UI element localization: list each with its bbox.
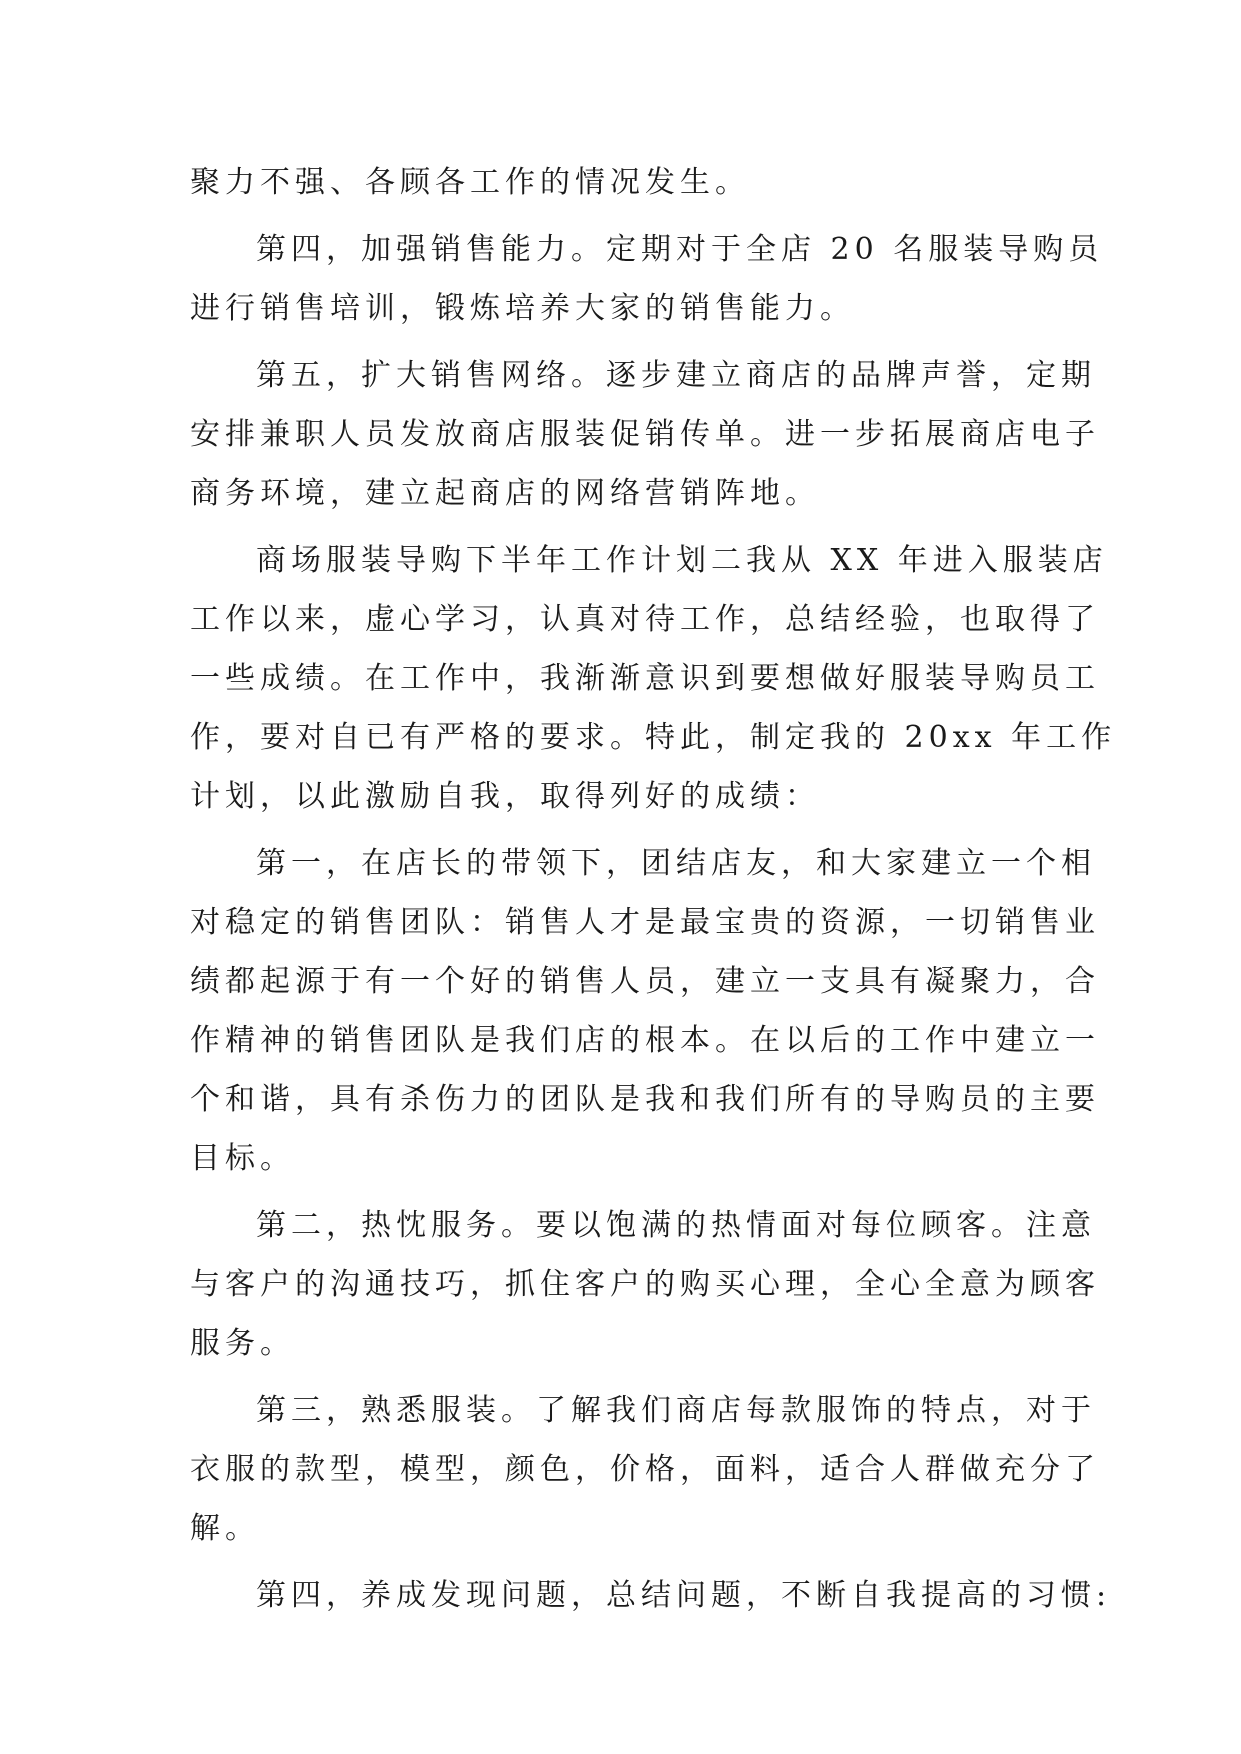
document-line: 作精神的销售团队是我们店的根本。在以后的工作中建立一	[190, 1023, 1100, 1058]
document-line: 绩都起源于有一个好的销售人员，建立一支具有凝聚力，合	[190, 964, 1100, 999]
document-line: 安排兼职人员发放商店服装促销传单。进一步拓展商店电子	[190, 417, 1100, 452]
document-line: 与客户的沟通技巧，抓住客户的购买心理，全心全意为顾客	[190, 1267, 1100, 1302]
document-line: 第四，养成发现问题，总结问题，不断自我提高的习惯:	[256, 1578, 1112, 1613]
document-line: 第三，熟悉服装。了解我们商店每款服饰的特点，对于	[256, 1393, 1096, 1428]
document-line: 服务。	[190, 1326, 295, 1361]
document-line: 进行销售培训，锻炼培养大家的销售能力。	[190, 291, 855, 326]
document-line: 对稳定的销售团队：销售人才是最宝贵的资源，一切销售业	[190, 905, 1100, 940]
document-line: 第五，扩大销售网络。逐步建立商店的品牌声誉，定期	[256, 358, 1096, 393]
document-line: 作，要对自已有严格的要求。特此，制定我的 20xx 年工作	[190, 720, 1117, 755]
document-line: 计划，以此激励自我，取得列好的成绩：	[190, 779, 820, 814]
document-line: 第二，热忱服务。要以饱满的热情面对每位顾客。注意	[256, 1208, 1096, 1243]
document-line: 商场服装导购下半年工作计划二我从 XX 年进入服装店	[256, 543, 1108, 578]
document-line: 工作以来，虚心学习，认真对待工作，总结经验，也取得了	[190, 602, 1100, 637]
document-line: 聚力不强、各顾各工作的情况发生。	[190, 165, 750, 200]
document-line: 一些成绩。在工作中，我渐渐意识到要想做好服装导购员工	[190, 661, 1100, 696]
document-line: 个和谐，具有杀伤力的团队是我和我们所有的导购员的主要	[190, 1082, 1100, 1117]
document-line: 商务环境，建立起商店的网络营销阵地。	[190, 476, 820, 511]
document-line: 第四，加强销售能力。定期对于全店 20 名服装导购员	[256, 232, 1104, 267]
document-line: 解。	[190, 1511, 260, 1546]
document-line: 衣服的款型，模型，颜色，价格，面料，适合人群做充分了	[190, 1452, 1100, 1487]
document-body	[190, 153, 1117, 1625]
document-line: 第一，在店长的带领下，团结店友，和大家建立一个相	[256, 846, 1096, 881]
document-line: 目标。	[190, 1141, 295, 1176]
